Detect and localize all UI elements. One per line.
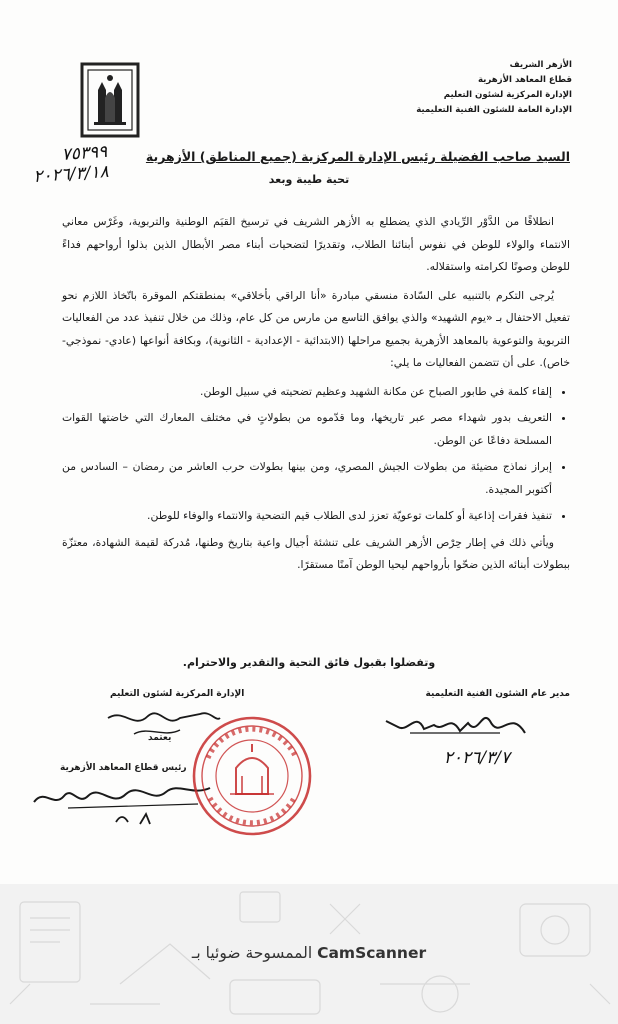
list-item: • إبراز نماذج مضيئة من بطولات الجيش المصري، ومن بينها بطولات حرب العاشر من رمضان – السادس من أكتوبر المجيدة. [62,456,552,501]
official-seal-icon [190,714,314,838]
org-line: الإدارة العامة للشئون الفنية التعليمية [416,105,572,115]
camscanner-brand: CamScanner [317,944,427,962]
list-item: • التعريف بدور شهداء مصر عبر تاريخها، وما قدّموه من بطولاتٍ في مختلف المعارك التي خاضتها القوات المسلحة دفاعًا عن الوطن. [62,407,552,452]
scanner-footer [0,884,618,1024]
scanned-by-label: الممسوحة ضوئيا بـ [191,944,313,962]
org-line: الإدارة المركزية لشئون التعليم [443,90,572,100]
signature-date: ٢٠٢٦/٣/٧ [443,748,510,768]
recipient-line: السيد صاحب الفضيلة رئيس الإدارة المركزية (جميع المناطق) الأزهرية [145,149,570,164]
approval-label: يعتمد [148,733,172,743]
closing-line: وتفضلوا بقبول فائق التحية والتقدير والاحترام. [182,656,436,669]
activities-list [62,381,570,528]
signer-title-sector-head: رئيس قطاع المعاهد الأزهرية [60,763,187,773]
list-item: • إلقاء كلمة في طابور الصباح عن مكانة الشهيد وعظيم تضحيته في سبيل الوطن. [62,381,552,404]
reference-number: ٧٥٣٩٩ [60,141,108,166]
org-line: الأزهر الشريف [509,60,572,70]
signature-general-director [380,703,530,743]
org-line: قطاع المعاهد الأزهرية [477,75,572,85]
paragraph-purpose: ويأتي ذلك في إطار حِرْص الأزهر الشريف على تنشئة أجيال واعية بتاريخ وطنها، مُدركة لقيمة الشهادة، معتزّة ببطولات أبنائه الذين ضحّوا بأرواحهم ليحيا الوطن آمنًا مستقرًا. [62,535,570,571]
issuing-organization [312,58,572,118]
letter-body [62,211,570,583]
camscanner-watermark [0,944,618,962]
al-azhar-logo-icon [78,60,142,140]
signer-title-general-director: مدير عام الشئون الفنية التعليمية [425,689,570,699]
signer-title-education-affairs: الإدارة المركزية لشئون التعليم [110,689,245,699]
list-item: • تنفيذ فقرات إذاعية أو كلمات توعويّة تعزز لدى الطلاب قيم التضحية والانتماء والوفاء للوطن. [62,505,552,528]
reference-date: ٢٠٢٦/٣/١٨ [32,161,110,188]
paragraph-request: يُرجى التكرم بالتنبيه على السّادة منسقي مبادرة «أنا الراقي بأخلاقي» بمنطقتكم الموقرة باتّخاذ اللازم نحو تفعيل الاحتفال بـ «يوم الشهيد» والذي يوافق التاسع من مارس من كل عام، وذلك من خلال تنفيذ عدد من الفعاليات التربوية والتوعوية بالمعاهد الأزهرية بجميع مراحلها (الابتدائية - الإعدادية - الثانوية)، وبكافة أنواعها (عادي- نموذجي- خاص). على أن تتضمن الفعاليات ما يلي: [62,288,570,369]
paragraph-intro: انطلاقًا من الدَّوْر الرِّيادي الذي يضطلع به الأزهر الشريف في ترسيخ القيَم الوطنية والتربوية، وغَرْس معاني الانتماء والولاء للوطن في نفوس أبنائنا الطلاب، وتقديرًا لتضحيات أبناء مصر الأبطال الذين بذلوا أرواحهم فداءً للوطن وصونًا لكرامته واستقلاله. [62,215,570,273]
greeting: تحية طيبة وبعد [268,173,350,186]
